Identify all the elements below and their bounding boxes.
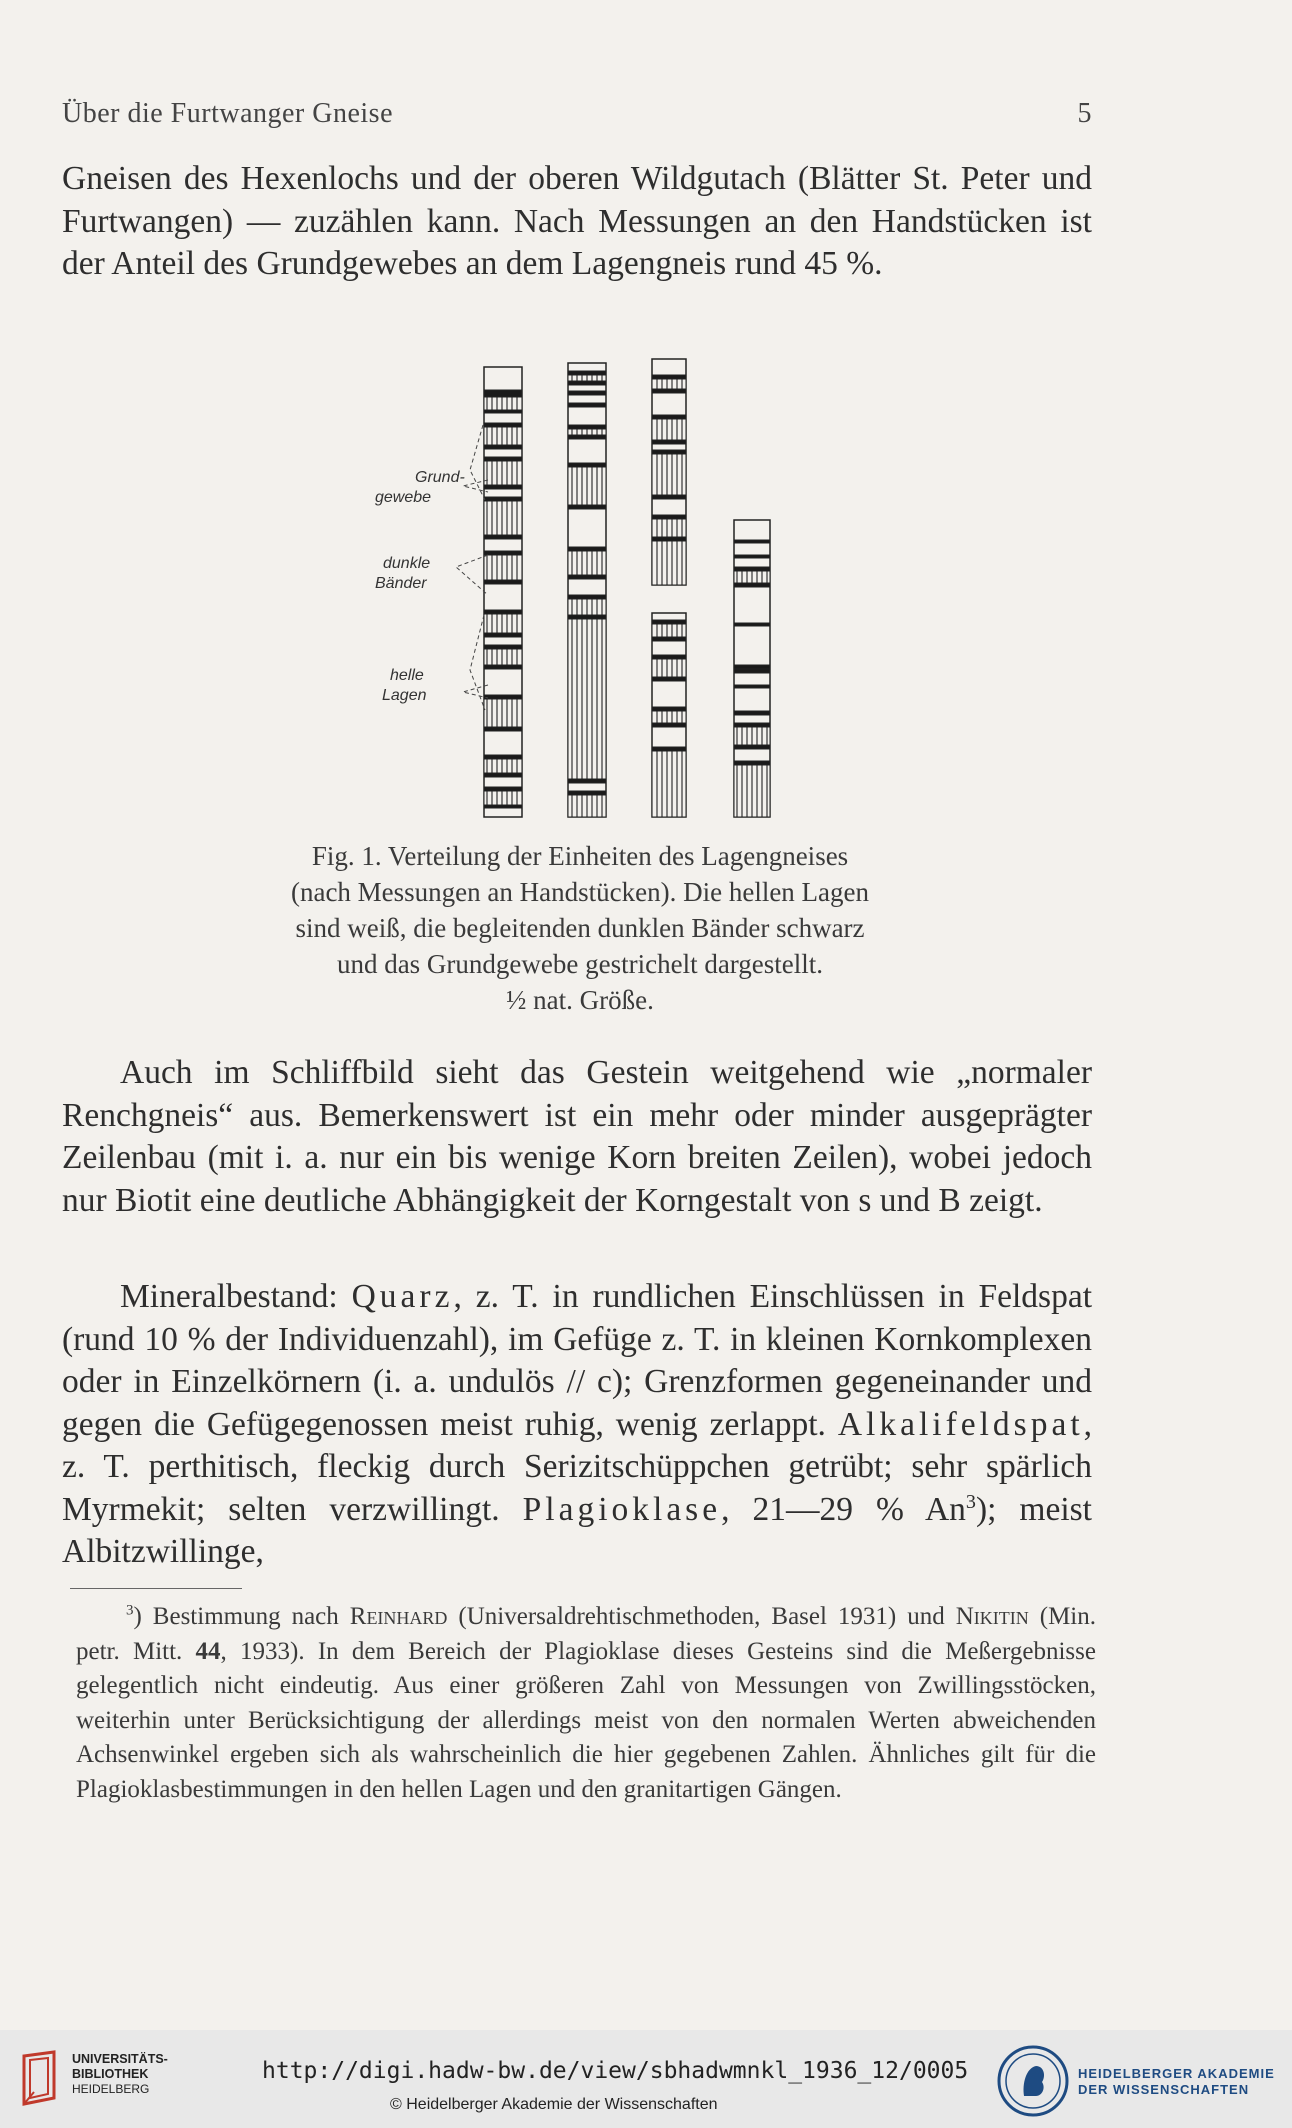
dark-band: [484, 445, 522, 449]
dark-band: [652, 375, 686, 379]
copyright-text: © Heidelberger Akademie der Wissenschaften: [390, 2096, 718, 2113]
hatched-groundmass: [568, 375, 606, 381]
dark-band: [568, 435, 606, 439]
dark-band: [484, 695, 522, 699]
hatched-groundmass: [484, 397, 522, 410]
text-run: (Min. petr. Mitt.: [76, 1603, 1097, 1665]
term-plagioklase: Plagioklase: [522, 1490, 722, 1528]
hatched-groundmass: [652, 751, 686, 817]
hatched-groundmass: [734, 571, 770, 583]
dark-band: [568, 505, 606, 509]
caption-line-1: Fig. 1. Verteilung der Einheiten des Lagengneises: [311, 841, 849, 871]
dark-band: [734, 745, 770, 749]
dark-band: [484, 727, 522, 731]
hatched-groundmass: [652, 419, 686, 440]
footnote: [76, 1600, 1096, 1808]
dark-band: [652, 637, 686, 641]
dark-band: [484, 633, 522, 637]
dark-band: [652, 655, 686, 659]
viewer-footer-bar: [0, 2030, 1292, 2128]
hatched-groundmass: [652, 624, 686, 637]
dark-band: [484, 805, 522, 808]
dark-band: [568, 403, 606, 407]
dark-band: [734, 665, 770, 669]
column-3-top: [652, 359, 686, 585]
hatched-groundmass: [652, 379, 686, 389]
term-quarz: Quarz: [351, 1278, 454, 1315]
hatched-groundmass: [484, 759, 522, 773]
label-helle-2: Lagen: [382, 687, 427, 704]
dark-band: [652, 440, 686, 444]
leader-lines: [456, 425, 488, 710]
author-nikitin: Nikitin: [955, 1603, 1029, 1630]
hatched-groundmass: [568, 551, 606, 575]
text-run: ) Bestimmung nach: [133, 1603, 350, 1630]
footnote-ref: 3: [965, 1490, 976, 1513]
dark-band: [734, 761, 770, 765]
dark-band: [568, 425, 606, 429]
hatched-groundmass: [484, 427, 522, 445]
figure-1-columns: [360, 355, 790, 825]
dark-band: [484, 457, 522, 461]
dark-band: [734, 555, 770, 558]
dark-band: [734, 567, 770, 571]
dark-band: [734, 583, 770, 587]
academy-seal-icon[interactable]: [996, 2044, 1070, 2118]
dark-band: [568, 391, 606, 395]
dark-band: [734, 723, 770, 727]
dark-band: [568, 575, 606, 579]
label-grundgewebe-2: gewebe: [375, 489, 432, 506]
caption-line-4: und das Grundgewebe gestrichelt dargestellt.: [336, 949, 824, 979]
caption-line-3: sind weiß, die begleitenden dunklen Bänder schwarz: [295, 913, 865, 943]
dark-band: [484, 665, 522, 669]
dark-band: [484, 787, 522, 791]
volume-number: 44: [195, 1637, 221, 1665]
dark-band: [568, 371, 606, 375]
hatched-groundmass: [568, 795, 606, 817]
dark-band: [484, 410, 522, 413]
dark-band: [652, 515, 686, 519]
label-dunkle-2: Bänder: [375, 575, 427, 592]
dark-band: [484, 645, 522, 649]
dark-band: [652, 723, 686, 727]
university-library-logo-icon[interactable]: [14, 2048, 64, 2108]
hatched-groundmass: [734, 765, 770, 817]
text-run: , z. T. in rundlichen Einschlüssen in Feldspat (rund 10 % der Individuenzahl), im Gefüge z. T. in kleinen Kornkomplexen oder in Einzelkörnern (i. a. undulös // c); Grenzformen gegeneinander und gegen die Gefügegenossen meist ruhig, wenig zerlappt.: [62, 1278, 1093, 1443]
label-dunkle-1: dunkle: [383, 555, 431, 572]
dark-band: [484, 423, 522, 427]
hatched-groundmass: [734, 727, 770, 745]
column-3-bottom: [652, 613, 686, 817]
dark-band: [652, 389, 686, 393]
dark-band: [734, 669, 770, 673]
text-run: Mineralbestand:: [120, 1278, 352, 1315]
hatched-groundmass: [568, 619, 606, 779]
hatched-groundmass: [484, 649, 522, 665]
figure-caption: [210, 838, 950, 1018]
dark-band: [652, 450, 686, 454]
uh-line-2: BIBLIOTHEK: [72, 2067, 149, 2081]
dark-band: [734, 623, 770, 626]
hatched-groundmass: [568, 467, 606, 505]
page-number: 5: [1077, 98, 1092, 129]
caption-line-2: (nach Messungen an Handstücken). Die hellen Lagen: [290, 877, 870, 907]
dark-band: [652, 707, 686, 711]
paragraph-1: Gneisen des Hexenlochs und der oberen Wildgutach (Blätter St. Peter und Furtwangen) — zuzählen kann. Nach Messungen an den Handstücken ist der Anteil des Grundgewebes an dem Lagengneis rund 45 %.: [62, 160, 1092, 282]
dark-band: [484, 551, 522, 555]
label-helle-1: helle: [390, 667, 424, 684]
text-run: , z. T. perthitisch, fleckig durch Serizitschüppchen getrübt; sehr spärlich Myrmekit; selten verzwillingt.: [62, 1405, 1092, 1528]
dark-band: [568, 595, 606, 599]
uh-line-1: UNIVERSITÄTS-: [72, 2052, 168, 2066]
term-alkalifeldspat: Alkalifeldspat: [837, 1405, 1084, 1443]
text-run: , 1933). In dem Bereich der Plagioklase dieses Gesteins sind die Meßergebnisse gelegentlich nicht eindeutig. Aus einer größeren Zahl von Messungen von Zwillingsstöcken, weiterhin unter Berücksichtigung der allerdings meist von den normalen Werten abweichenden Achsenwinkel ergeben sich als wahrscheinlich die hier gegebenen Zahlen. Ähnliches gilt für die Plagioklasbestimmungen in den hellen Lagen und den granitartigen Gängen.: [76, 1637, 1096, 1803]
hatched-groundmass: [484, 501, 522, 535]
dark-band: [484, 610, 522, 614]
dark-band: [568, 779, 606, 783]
dark-band: [484, 535, 522, 539]
paragraph-3: [62, 1276, 1092, 1574]
hatched-groundmass: [484, 555, 522, 580]
dark-band: [734, 711, 770, 715]
dark-band: [484, 485, 522, 489]
footnote-rule: [70, 1588, 242, 1589]
hatched-groundmass: [652, 711, 686, 723]
hatched-groundmass: [484, 699, 522, 727]
column-2: [568, 363, 606, 817]
dark-band: [652, 677, 686, 681]
dark-band: [734, 685, 770, 688]
running-header: [62, 98, 1092, 138]
author-reinhard: Reinhard: [349, 1603, 448, 1630]
text-run: (Universaldrehtischmethoden, Basel 1931) und: [447, 1603, 956, 1630]
hatched-groundmass: [568, 599, 606, 615]
hatched-groundmass: [652, 659, 686, 677]
academy-name: [1078, 2066, 1275, 2098]
hatched-groundmass: [568, 429, 606, 435]
dark-band: [568, 547, 606, 551]
dark-band: [568, 615, 606, 619]
dark-band: [652, 620, 686, 624]
text-run: , 21—29 % An: [721, 1490, 966, 1528]
dark-band: [652, 747, 686, 751]
dark-band: [652, 537, 686, 541]
hatched-groundmass: [484, 791, 522, 805]
hatched-groundmass: [652, 519, 686, 537]
column-1: [484, 367, 522, 817]
footnote-mark: 3: [126, 1602, 134, 1619]
hatched-groundmass: [484, 614, 522, 633]
permalink-url[interactable]: http://digi.hadw-bw.de/view/sbhadwmnkl_1936_12/0005: [262, 2058, 969, 2084]
column-4: [734, 520, 770, 817]
academy-line-2: DER WISSENSCHAFTEN: [1078, 2082, 1250, 2097]
dark-band: [484, 773, 522, 777]
dark-band: [652, 415, 686, 419]
caption-line-5: ½ nat. Größe.: [506, 985, 654, 1015]
university-library-name: [72, 2052, 168, 2097]
uh-line-3: HEIDELBERG: [72, 2082, 150, 2096]
hatched-groundmass: [484, 461, 522, 485]
hatched-groundmass: [652, 454, 686, 495]
dark-band: [484, 497, 522, 501]
running-title: Über die Furtwanger Gneise: [62, 98, 394, 129]
dark-band: [568, 381, 606, 385]
dark-band: [484, 755, 522, 759]
dark-band: [734, 540, 770, 543]
label-grundgewebe-1: Grund-: [415, 469, 465, 486]
footnote-body: [76, 1600, 1096, 1808]
academy-line-1: HEIDELBERGER AKADEMIE: [1078, 2066, 1275, 2081]
dark-band: [652, 495, 686, 499]
hatched-groundmass: [652, 541, 686, 585]
text-run: ); meist Albitzwillinge,: [62, 1490, 1092, 1570]
dark-band: [568, 463, 606, 467]
dark-band: [484, 390, 522, 397]
dark-band: [568, 791, 606, 795]
dark-band: [484, 580, 522, 584]
paragraph-2: Auch im Schliffbild sieht das Gestein weitgehend wie „normaler Renchgneis“ aus. Bemerkenswert ist ein mehr oder minder ausgeprägter Zeilenbau (mit i. a. nur ein bis wenige Korn breiten Zeilen), wobei jedoch nur Biotit eine deutliche Abhängigkeit der Korngestalt von s und B zeigt.: [62, 1054, 1092, 1219]
